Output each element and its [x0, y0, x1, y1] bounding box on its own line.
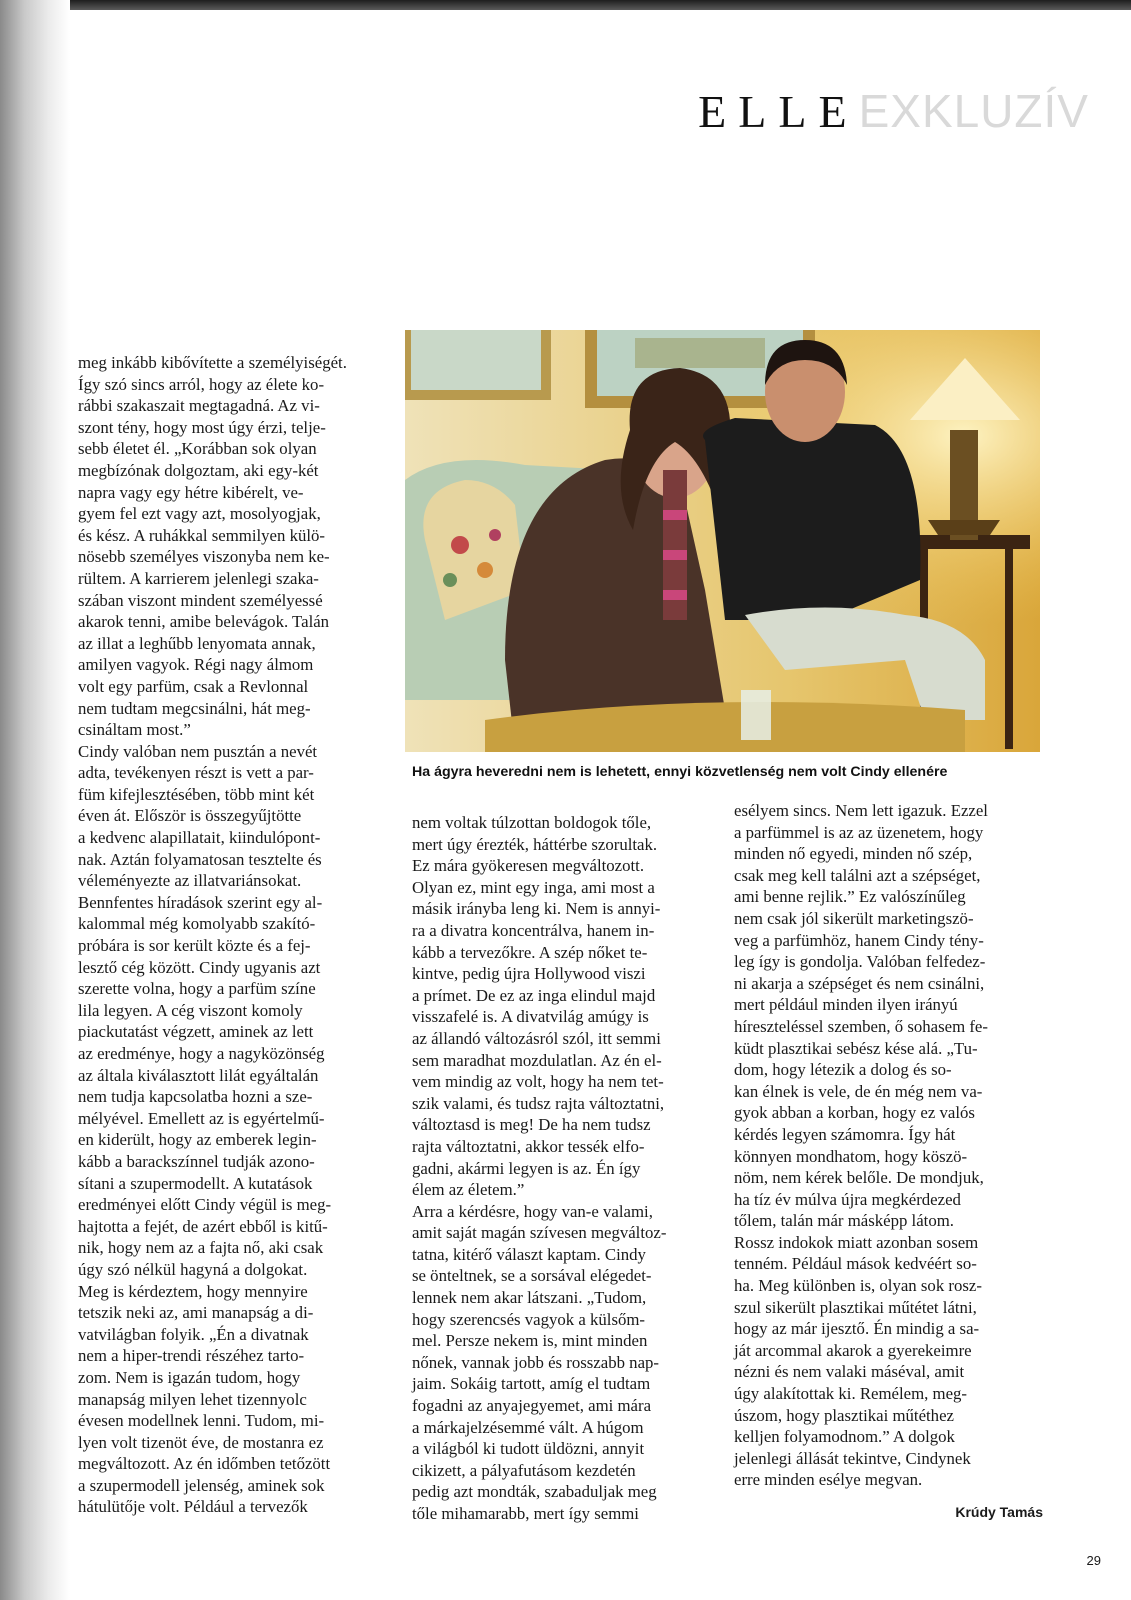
text-line: sebb életet él. „Korábban sok olyan — [78, 439, 317, 459]
text-line: lesztő cég között. Cindy ugyanis azt — [78, 957, 321, 977]
text-line: ra a divatra koncentrálva, hanem in- — [412, 920, 655, 940]
article-column-3 — [734, 800, 1042, 1491]
text-line: tőle mihamarabb, mert így semmi — [412, 1504, 639, 1523]
text-line: tatna, kitérő választ kaptam. Cindy — [412, 1244, 646, 1264]
text-line: lyen volt tizenöt éve, de mostanra ez — [78, 1432, 324, 1452]
page-top-edge — [0, 0, 1131, 10]
text-line: cikizett, a pályafutásom kezdetén — [412, 1460, 636, 1480]
text-line: küdt plasztikai sebész kése alá. „Tu- — [734, 1038, 978, 1058]
text-line: amit saját magán szívesen megváltoz- — [412, 1223, 667, 1243]
text-line: hátulütője volt. Például a tervezők — [78, 1497, 308, 1517]
text-line: erre minden esélye megvan. — [734, 1470, 923, 1490]
text-line: Meg is kérdeztem, hogy mennyire — [78, 1281, 308, 1301]
text-line: Ez mára gyökeresen megváltozott. — [412, 856, 645, 876]
text-line: Arra a kérdésre, hogy van-e valami, — [412, 1201, 653, 1221]
text-line: nem a hiper-trendi részéhez tarto- — [78, 1346, 305, 1366]
text-line: esélyem sincs. Nem lett igazuk. Ezzel — [734, 801, 988, 820]
text-line: ját arcommal akarok a gyerekeimre — [734, 1340, 972, 1360]
text-line: csak meg kell találni azt a szépséget, — [734, 865, 981, 885]
text-line: véleményezte az illatvariánsokat. — [78, 871, 302, 891]
text-line: lennek nem akar látszani. „Tudom, — [412, 1288, 647, 1308]
text-line: Cindy valóban nem pusztán a nevét — [78, 741, 318, 761]
text-line: jaim. Sokáig tartott, amíg el tudtam — [412, 1374, 651, 1394]
text-line: próbára is sor került közte és a fej- — [78, 936, 311, 956]
text-line: megváltozott. Az én időmben tetőzött — [78, 1454, 331, 1474]
text-line: veg a parfümhöz, hanem Cindy tény- — [734, 930, 984, 950]
text-line: mert például minden ilyen irányú — [734, 995, 958, 1015]
text-line: tenném. Például mások kedvéért so- — [734, 1254, 977, 1274]
text-line: hogy az már ijesztő. Én mindig a sa- — [734, 1319, 980, 1339]
text-line: gyem fel ezt vagy azt, mosolyogjak, — [78, 504, 321, 524]
text-line: kérdés legyen számomra. Így hát — [734, 1124, 956, 1144]
text-line: másik irányba leng ki. Nem is annyi- — [412, 899, 661, 919]
author-byline: Krúdy Tamás — [955, 1504, 1043, 1520]
text-line: mel. Persze nekem is, mint minden — [412, 1331, 648, 1351]
text-line: vem mindig az volt, hogy ha nem tet- — [412, 1072, 664, 1092]
text-line: a kedvenc alapillatait, kiindulópont- — [78, 828, 321, 848]
text-line: a parfümmel is az az üzenetem, hogy — [734, 822, 984, 842]
binding-gutter — [0, 0, 70, 1600]
text-line: a prímet. De ez az inga elindul majd — [412, 985, 656, 1005]
text-line: adta, tevékenyen részt is vett a par- — [78, 763, 314, 783]
text-line: nem csak jól sikerült marketingszö- — [734, 908, 974, 928]
text-line: ha. Meg különben is, olyan sok rosz- — [734, 1276, 982, 1296]
text-line: eredményei előtt Cindy végül is meg- — [78, 1195, 332, 1215]
text-line: élem az életem.” — [412, 1180, 525, 1200]
text-line: tetszik neki az, ami manapság a di- — [78, 1303, 314, 1323]
text-line: nem voltak túlzottan boldogok tőle, — [412, 813, 652, 832]
text-line: visszafelé is. A divatvilág amúgy is — [412, 1007, 649, 1027]
text-line: mélyével. Emellett az is egyértelmű- — [78, 1108, 325, 1128]
photo-caption: Ha ágyra heveredni nem is lehetett, ennyi közvetlenség nem volt Cindy ellenére — [412, 764, 948, 780]
text-line: szont tény, hogy most úgy érzi, telje- — [78, 417, 326, 437]
text-line: nem tudtam megcsinálni, hát meg- — [78, 698, 311, 718]
text-line: úgy szó nélkül hagyná a dolgokat. — [78, 1259, 308, 1279]
text-line: csináltam most.” — [78, 720, 191, 740]
article-photo — [405, 330, 1040, 752]
text-line: szul sikerült plasztikai műtétet látni, — [734, 1297, 977, 1317]
text-line: az illat a leghűbb lenyomata annak, — [78, 633, 316, 653]
text-line: évesen modellnek lenni. Tudom, mi- — [78, 1411, 325, 1431]
text-line: és kész. A ruhákkal semmilyen külö- — [78, 525, 326, 545]
text-line: se önteltnek, se a sorsával elégedet- — [412, 1266, 652, 1286]
text-line: kelljen folyamodnom.” A dolgok — [734, 1427, 955, 1447]
text-line: Rossz indokok miatt azonban sosem — [734, 1232, 979, 1252]
text-line: füm kifejlesztésében, több mint két — [78, 784, 315, 804]
text-line: megbízónak dolgoztam, aki egy-két — [78, 460, 319, 480]
text-line: rajta változtatni, akkor tessék elfo- — [412, 1136, 645, 1156]
text-line: az általa kiválasztott lilát egyáltalán — [78, 1065, 319, 1085]
text-line: amilyen vagyok. Régi nagy álmom — [78, 655, 314, 675]
text-line: Olyan ez, mint egy inga, ami most a — [412, 877, 655, 897]
page-number: 29 — [1086, 1553, 1101, 1568]
text-line: vatvilágban folyik. „Én a divatnak — [78, 1324, 309, 1344]
text-line: kább a barackszínnel tudják azono- — [78, 1151, 315, 1171]
text-line: kább a tervezőkre. A szép nőket te- — [412, 942, 648, 962]
text-line: szerette volna, hogy a parfüm színe — [78, 979, 316, 999]
text-line: nézni és nem valaki máséval, amit — [734, 1362, 965, 1382]
text-line: fogadni az anyajegyemet, ami mára — [412, 1396, 652, 1416]
text-line: a világból ki tudott üldözni, annyit — [412, 1439, 645, 1459]
text-line: nik, hogy nem az a fajta nő, aki csak — [78, 1238, 324, 1258]
text-line: nak. Aztán folyamatosan tesztelte és — [78, 849, 322, 869]
text-line: a szupermodell jelenség, aminek sok — [78, 1475, 325, 1495]
text-line: könnyen mondhatom, hogy köszö- — [734, 1146, 968, 1166]
text-line: az eredménye, hogy a nagyközönség — [78, 1044, 325, 1063]
text-line: sítani a szupermodellt. A kutatások — [78, 1173, 313, 1193]
text-line: mert úgy érezték, háttérbe szorultak. — [412, 834, 658, 854]
text-line: ami benne rejlik.” Ez valószínűleg — [734, 887, 966, 907]
text-line: szik valami, és tudsz rajta változtatni, — [412, 1093, 665, 1113]
text-line: gyok abban a korban, hogy ez valós — [734, 1103, 975, 1123]
text-line: híreszteléssel szemben, ő sohasem fe- — [734, 1016, 988, 1036]
text-line: éven át. Először is összegyűjtötte — [78, 806, 302, 826]
text-line: a márkajelzésemmé vált. A húgom — [412, 1417, 644, 1437]
text-line: minden nő egyedi, minden nő szép, — [734, 844, 973, 864]
text-line: jelenlegi állását tekintve, Cindynek — [734, 1448, 971, 1468]
text-line: változtasd is meg! De ha nem tudsz — [412, 1115, 651, 1135]
text-line: Bennfentes híradások szerint egy al- — [78, 892, 323, 912]
text-line: ni akarja a szépséget és nem csinálni, — [734, 973, 985, 993]
text-line: sem maradhat mozdulatlan. Az én el- — [412, 1050, 662, 1070]
text-line: leg így is gondolja. Valóban felfedez- — [734, 952, 986, 972]
text-line: szában viszont mindent személyessé — [78, 590, 323, 610]
text-line: nösebb személyes viszonyba nem ke- — [78, 547, 330, 567]
brand-logo: ELLE — [698, 86, 859, 137]
text-line: kintve, pedig újra Hollywood viszi — [412, 964, 646, 984]
text-line: az állandó változásról szól, itt semmi — [412, 1028, 661, 1048]
text-line: nöm, nem kérek belőle. De mondjuk, — [734, 1168, 984, 1188]
text-line: meg inkább kibővítette a személyiségét. — [78, 353, 347, 372]
text-line: ha tíz év múlva újra megkérdezed — [734, 1189, 961, 1209]
text-line: nőnek, vannak jobb és rosszabb nap- — [412, 1352, 659, 1372]
text-line: nem tudja kapcsolatba hozni a sze- — [78, 1087, 313, 1107]
text-line: en kiderült, hogy az emberek legin- — [78, 1130, 317, 1150]
text-line: akarok tenni, amibe belevágok. Talán — [78, 612, 330, 632]
text-line: volt egy parfüm, csak a Revlonnal — [78, 676, 309, 696]
text-line: pedig azt mondták, szabaduljak meg — [412, 1482, 657, 1502]
text-line: napra vagy egy hétre kibérelt, ve- — [78, 482, 304, 502]
text-line: lila legyen. A cég viszont komoly — [78, 1000, 303, 1020]
text-line: kalommal még komolyabb szakító- — [78, 914, 316, 934]
text-line: kan élnek is vele, de én még nem va- — [734, 1081, 983, 1101]
text-line: dom, hogy létezik a dolog és so- — [734, 1060, 952, 1080]
section-label: EXKLUZÍV — [858, 85, 1089, 137]
text-line: Így szó sincs arról, hogy az élete ko- — [78, 374, 325, 394]
text-line: zom. Nem is igazán tudom, hogy — [78, 1367, 301, 1387]
text-line: hajtotta a fejét, de azért ebből is kitű- — [78, 1216, 328, 1236]
text-line: rültem. A karrierem jelenlegi szaka- — [78, 568, 319, 588]
article-column-2 — [412, 812, 712, 1525]
text-line: gadni, akármi legyen is az. Én így — [412, 1158, 641, 1178]
text-line: úgy alakítottak ki. Remélem, meg- — [734, 1384, 968, 1404]
text-line: tőlem, talán már másképp látom. — [734, 1211, 954, 1231]
masthead — [698, 85, 1089, 137]
text-line: úszom, hogy plasztikai műtéthez — [734, 1405, 954, 1425]
text-line: manapság milyen lehet tizennyolc — [78, 1389, 307, 1409]
article-column-1 — [78, 352, 382, 1518]
text-line: hogy szerencsés vagyok a külsőm- — [412, 1309, 646, 1329]
text-line: piackutatást végzett, aminek az lett — [78, 1022, 314, 1042]
text-line: rábbi szakaszait megtagadná. Az vi- — [78, 396, 320, 416]
